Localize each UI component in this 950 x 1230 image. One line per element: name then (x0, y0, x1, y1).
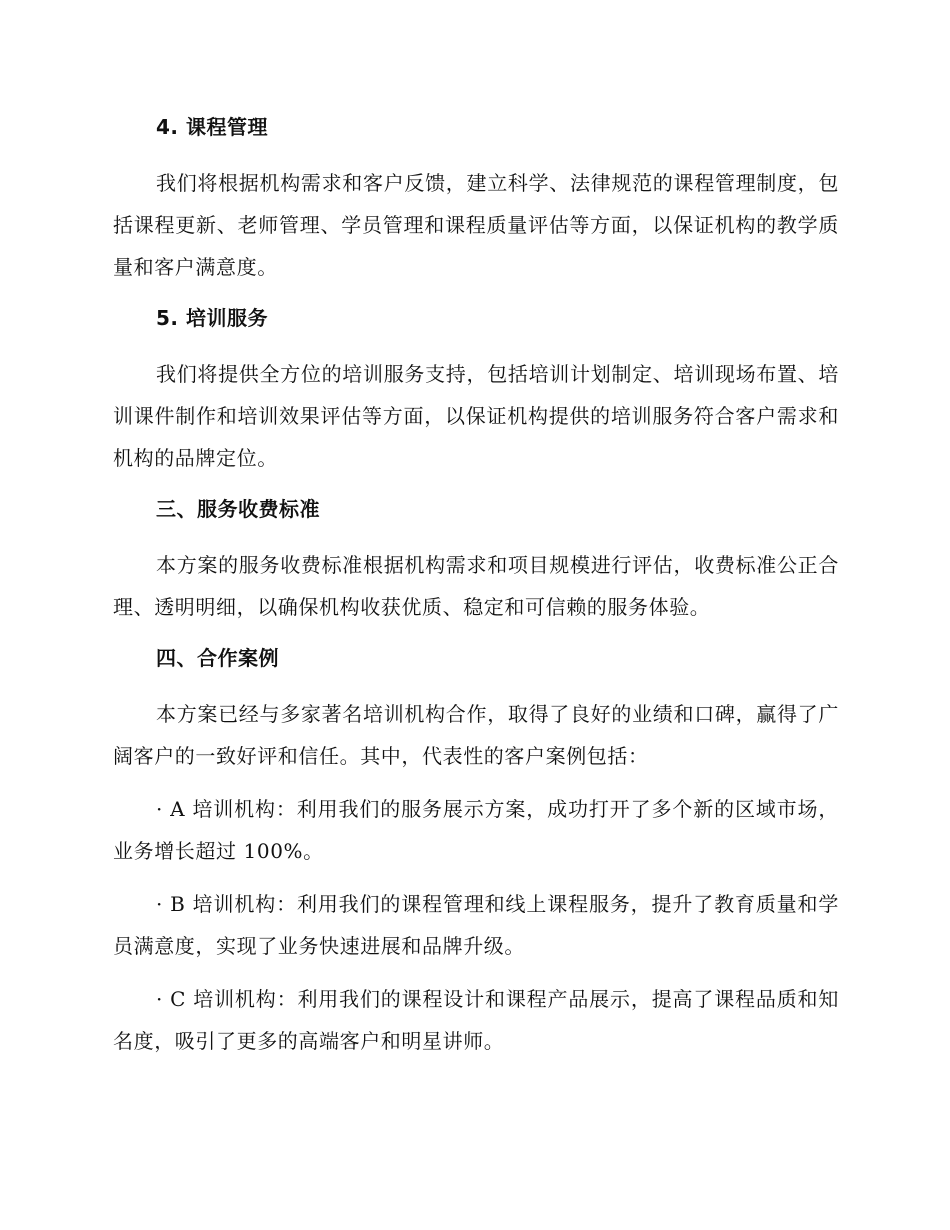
section-heading-fee-standard: 三、服务收费标准 (156, 497, 320, 521)
paragraph-course-management: 我们将根据机构需求和客户反馈，建立科学、法律规范的课程管理制度，包括课程更新、老师管理、学员管理和课程质量评估等方面，以保证机构的教学质量和客户满意度。 (113, 171, 839, 279)
paragraph-cooperation-cases: 本方案已经与多家著名培训机构合作，取得了良好的业绩和口碑，赢得了广阔客户的一致好评和信任。其中，代表性的客户案例包括： (113, 702, 839, 768)
section-heading-course-management: 4. 课程管理 (156, 115, 268, 139)
case-item-a: · A 培训机构：利用我们的服务展示方案，成功打开了多个新的区域市场，业务增长超过 100%。 (113, 797, 839, 863)
case-item-c: · C 培训机构：利用我们的课程设计和课程产品展示，提高了课程品质和知名度，吸引了更多的高端客户和明星讲师。 (113, 987, 839, 1053)
paragraph-fee-standard: 本方案的服务收费标准根据机构需求和项目规模进行评估，收费标准公正合理、透明明细，以确保机构收获优质、稳定和可信赖的服务体验。 (113, 553, 839, 619)
document-page (113, 108, 839, 1062)
paragraph-training-service: 我们将提供全方位的培训服务支持，包括培训计划制定、培训现场布置、培训课件制作和培训效果评估等方面，以保证机构提供的培训服务符合客户需求和机构的品牌定位。 (113, 362, 839, 470)
section-heading-training-service: 5. 培训服务 (156, 306, 268, 330)
section-heading-cooperation-cases: 四、合作案例 (156, 646, 279, 670)
case-item-b: · B 培训机构：利用我们的课程管理和线上课程服务，提升了教育质量和学员满意度，实现了业务快速进展和品牌升级。 (113, 892, 839, 958)
